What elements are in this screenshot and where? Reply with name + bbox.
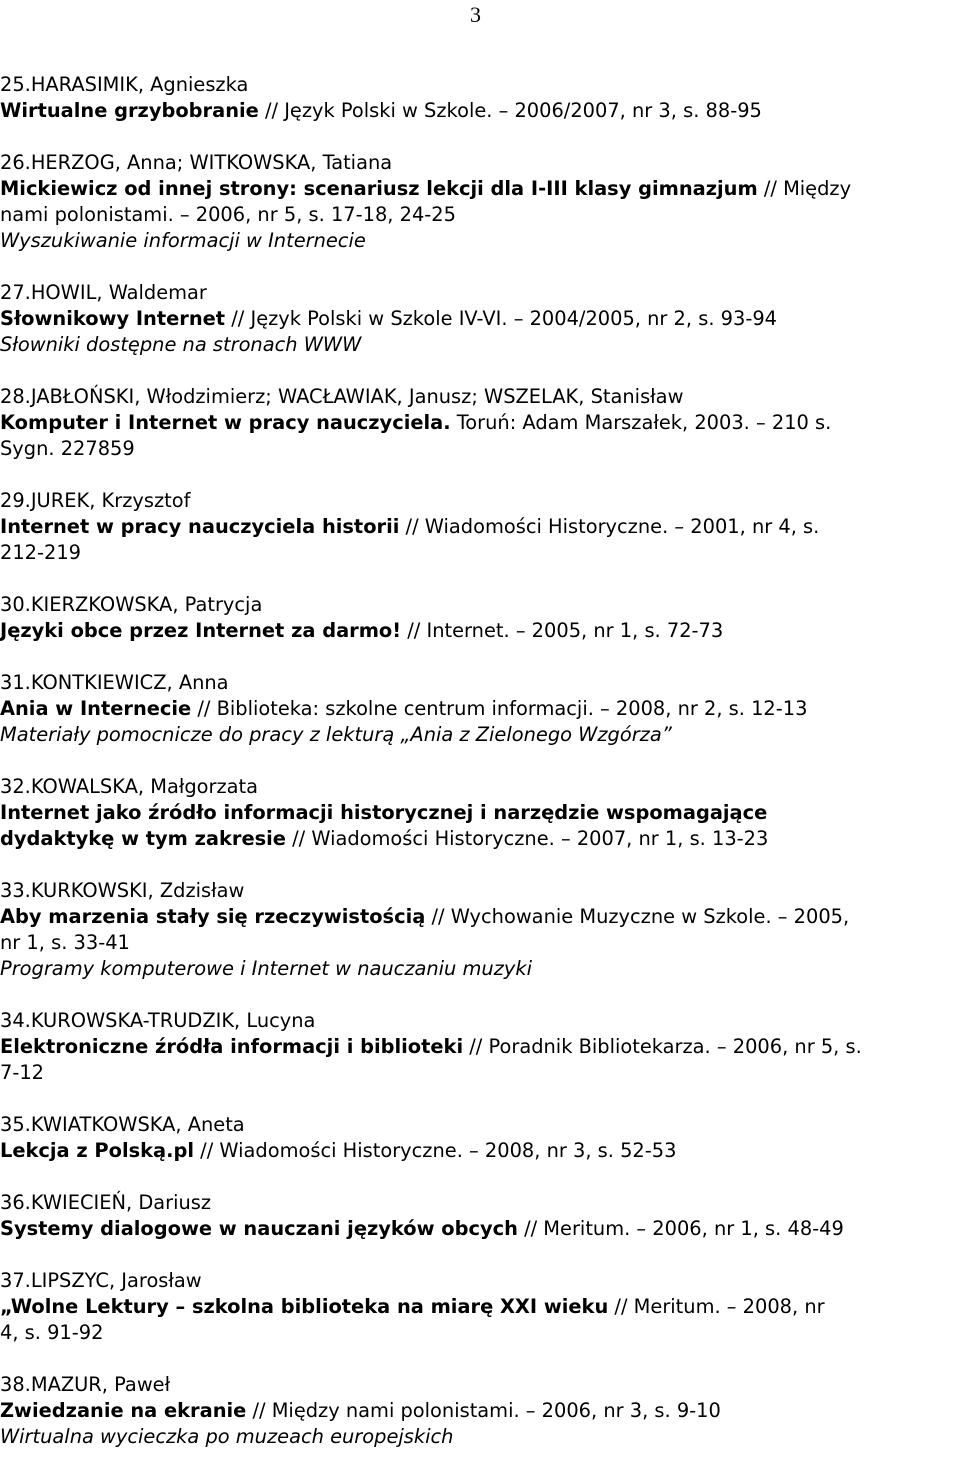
entry-source: // Wiadomości Historyczne. – 2001, nr 4, s. [399, 515, 820, 538]
entry-title: Wirtualne grzybobranie [0, 99, 259, 122]
entry-source: // Język Polski w Szkole IV-VI. – 2004/2005, nr 2, s. 93-94 [225, 307, 777, 330]
entry-citation [0, 1294, 960, 1320]
entry-citation [0, 306, 960, 332]
bibliography-entry [0, 280, 960, 358]
entry-author: 29.JUREK, Krzysztof [0, 489, 191, 512]
entry-author: 34.KUROWSKA-TRUDZIK, Lucyna [0, 1009, 316, 1032]
entry-title: „Wolne Lektury – szkolna biblioteka na miarę XXI wieku [0, 1295, 609, 1318]
entry-citation [0, 98, 960, 124]
entry-author: 36.KWIECIEŃ, Dariusz [0, 1191, 212, 1214]
bibliography-entry [0, 1008, 960, 1086]
entry-citation [0, 696, 960, 722]
entry-author: 30.KIERZKOWSKA, Patrycja [0, 593, 263, 616]
bibliography-entry [0, 72, 960, 124]
bibliography-list [0, 72, 960, 1476]
entry-source-continued: 7-12 [0, 1061, 45, 1084]
entry-note: Programy komputerowe i Internet w nauczaniu muzyki [0, 957, 532, 980]
entry-title: Języki obce przez Internet za darmo! [0, 619, 402, 642]
entry-author: 27.HOWIL, Waldemar [0, 281, 207, 304]
entry-title: Ania w Internecie [0, 697, 192, 720]
entry-author: 38.MAZUR, Paweł [0, 1373, 171, 1396]
entry-source: // Poradnik Bibliotekarza. – 2006, nr 5, s. [463, 1035, 862, 1058]
entry-title: Komputer i Internet w pracy nauczyciela. [0, 411, 451, 434]
bibliography-entry [0, 1372, 960, 1450]
bibliography-entry [0, 1190, 960, 1242]
bibliography-entry [0, 670, 960, 748]
bibliography-entry [0, 774, 960, 852]
entry-citation [0, 1216, 960, 1242]
entry-note: Wirtualna wycieczka po muzeach europejskich [0, 1425, 454, 1448]
bibliography-entry [0, 488, 960, 566]
entry-note: Materiały pomocnicze do pracy z lekturą „Ania z Zielonego Wzgórza” [0, 723, 672, 746]
entry-citation [0, 826, 960, 852]
entry-author: 33.KURKOWSKI, Zdzisław [0, 879, 245, 902]
entry-source: // Wiadomości Historyczne. – 2008, nr 3, s. 52-53 [194, 1139, 677, 1162]
bibliography-entry [0, 150, 960, 254]
entry-author: 26.HERZOG, Anna; WITKOWSKA, Tatiana [0, 151, 393, 174]
entry-source: // Wiadomości Historyczne. – 2007, nr 1, s. 13-23 [285, 827, 769, 850]
entry-author: 32.KOWALSKA, Małgorzata [0, 775, 259, 798]
entry-title: Aby marzenia stały się rzeczywistością [0, 905, 426, 928]
entry-title: Elektroniczne źródła informacji i biblioteki [0, 1035, 464, 1058]
entry-source-continued: nami polonistami. – 2006, nr 5, s. 17-18, 24-25 [0, 203, 456, 226]
entry-source-continued: 4, s. 91-92 [0, 1321, 104, 1344]
entry-source: Toruń: Adam Marszałek, 2003. – 210 s. [450, 411, 832, 434]
entry-author: 31.KONTKIEWICZ, Anna [0, 671, 229, 694]
entry-title: Lekcja z Polską.pl [0, 1139, 195, 1162]
entry-citation [0, 904, 960, 930]
entry-title: Systemy dialogowe w nauczani języków obcych [0, 1217, 518, 1240]
entry-source: // Język Polski w Szkole. – 2006/2007, nr 3, s. 88-95 [258, 99, 762, 122]
entry-note: Słowniki dostępne na stronach WWW [0, 333, 362, 356]
entry-title: Słownikowy Internet [0, 307, 226, 330]
entry-title: Mickiewicz od innej strony: scenariusz lekcji dla I-III klasy gimnazjum [0, 177, 758, 200]
entry-title: Zwiedzanie na ekranie [0, 1399, 247, 1422]
entry-author: 28.JABŁOŃSKI, Włodzimierz; WACŁAWIAK, Janusz; WSZELAK, Stanisław [0, 385, 684, 408]
entry-citation [0, 514, 960, 540]
entry-citation [0, 410, 960, 436]
entry-author: 35.KWIATKOWSKA, Aneta [0, 1113, 245, 1136]
page-number: 3 [470, 2, 481, 27]
entry-source: // Biblioteka: szkolne centrum informacji. – 2008, nr 2, s. 12-13 [191, 697, 808, 720]
entry-source: // Między [757, 177, 852, 200]
entry-source-continued: nr 1, s. 33-41 [0, 931, 130, 954]
bibliography-entry [0, 1112, 960, 1164]
entry-citation [0, 1034, 960, 1060]
entry-citation [0, 1398, 960, 1424]
entry-title-continued: dydaktykę w tym zakresie [0, 827, 286, 850]
entry-source: // Internet. – 2005, nr 1, s. 72-73 [401, 619, 724, 642]
entry-source: // Meritum. – 2008, nr [608, 1295, 825, 1318]
entry-citation [0, 1138, 960, 1164]
bibliography-entry [0, 384, 960, 462]
entry-note: Wyszukiwanie informacji w Internecie [0, 229, 366, 252]
entry-title: Internet jako źródło informacji historycznej i narzędzie wspomagające [0, 801, 768, 824]
entry-source: // Wychowanie Muzyczne w Szkole. – 2005, [425, 905, 850, 928]
entry-source-continued: 212-219 [0, 541, 82, 564]
entry-title: Internet w pracy nauczyciela historii [0, 515, 400, 538]
bibliography-entry [0, 1268, 960, 1346]
entry-source: // Między nami polonistami. – 2006, nr 3, s. 9-10 [246, 1399, 721, 1422]
entry-call-number: Sygn. 227859 [0, 437, 135, 460]
entry-author: 25.HARASIMIK, Agnieszka [0, 73, 249, 96]
entry-author: 37.LIPSZYC, Jarosław [0, 1269, 202, 1292]
entry-citation [0, 618, 960, 644]
bibliography-entry [0, 878, 960, 982]
entry-citation [0, 176, 960, 202]
bibliography-entry [0, 592, 960, 644]
entry-source: // Meritum. – 2006, nr 1, s. 48-49 [517, 1217, 844, 1240]
